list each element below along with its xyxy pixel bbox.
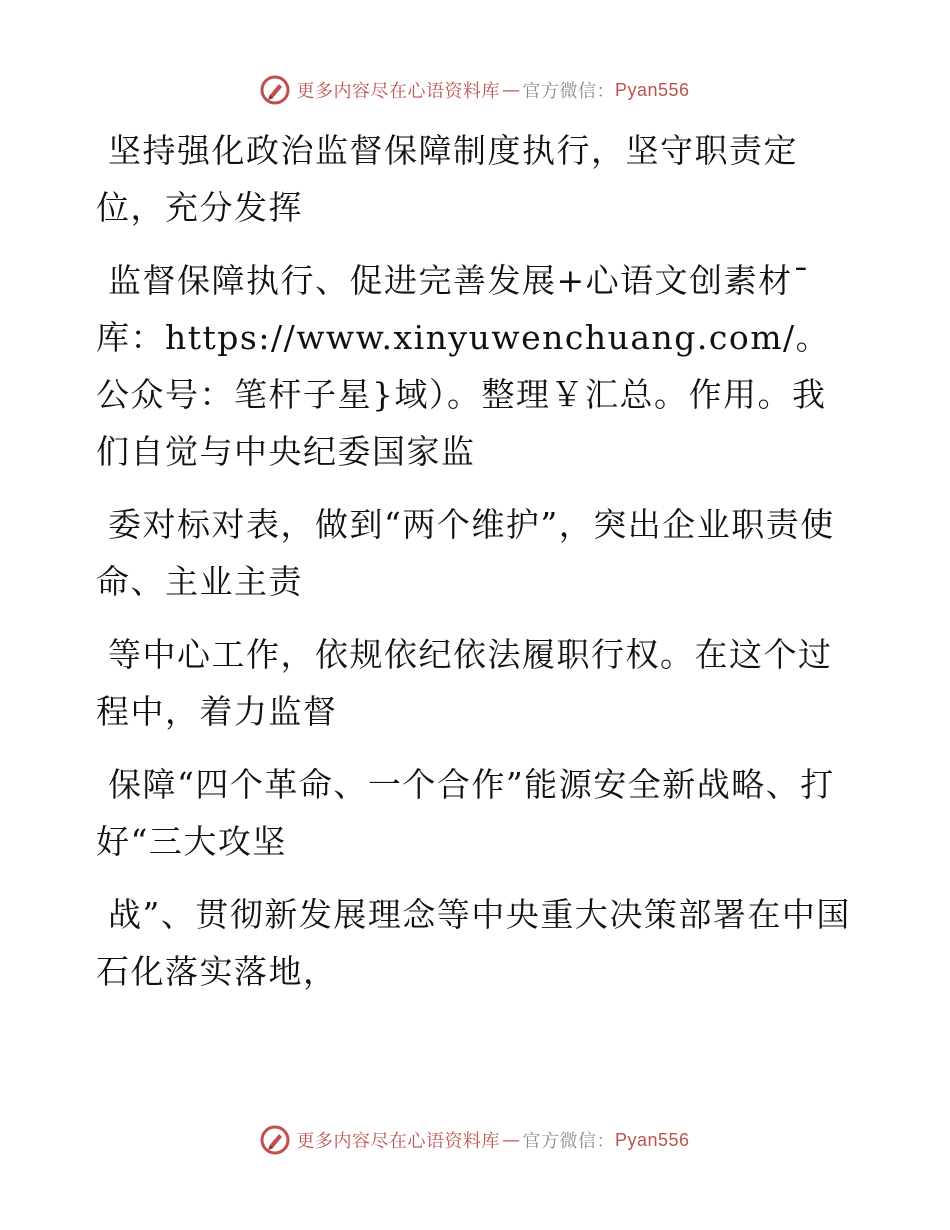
header-watermark: [0, 70, 950, 110]
paragraph-3: 委对标对表，做到“两个维护”，突出企业职责使命、主业主责: [96, 505, 835, 601]
paragraph-5: 保障“四个革命、一个合作”能源安全新战略、打好“三大攻坚: [96, 765, 835, 861]
watermark-text: 更多内容尽在心语资料库: [296, 81, 500, 102]
watermark-separator: —: [501, 79, 521, 101]
paragraph-1: 坚持强化政治监督保障制度执行，坚守职责定位，充分发挥: [96, 131, 798, 227]
watermark-label: 官方微信：: [522, 81, 615, 102]
watermark-id: Pyan556: [614, 79, 690, 100]
watermark-separator: —: [501, 1129, 521, 1151]
paragraph-6: 战”、贯彻新发展理念等中央重大决策部署在中国石化落实落地，: [96, 895, 851, 991]
pen-seal-logo-icon: [260, 75, 290, 105]
watermark-text: 更多内容尽在心语资料库: [296, 1131, 500, 1152]
paragraph-2: 监督保障执行、促进完善发展+心语文创素材¯库：https://www.xinyuwenchuang.com/。公众号：笔杆子星}域）。整理￥汇总。作用。我们自觉与中央纪委国家监: [96, 261, 831, 471]
watermark-label: 官方微信：: [522, 1131, 615, 1152]
document-body: [96, 122, 856, 1016]
watermark-id: Pyan556: [614, 1129, 690, 1150]
pen-seal-logo-icon: [260, 1125, 290, 1155]
paragraph-4: 等中心工作，依规依纪依法履职行权。在这个过程中，着力监督: [96, 635, 833, 731]
footer-watermark: [0, 1120, 950, 1160]
